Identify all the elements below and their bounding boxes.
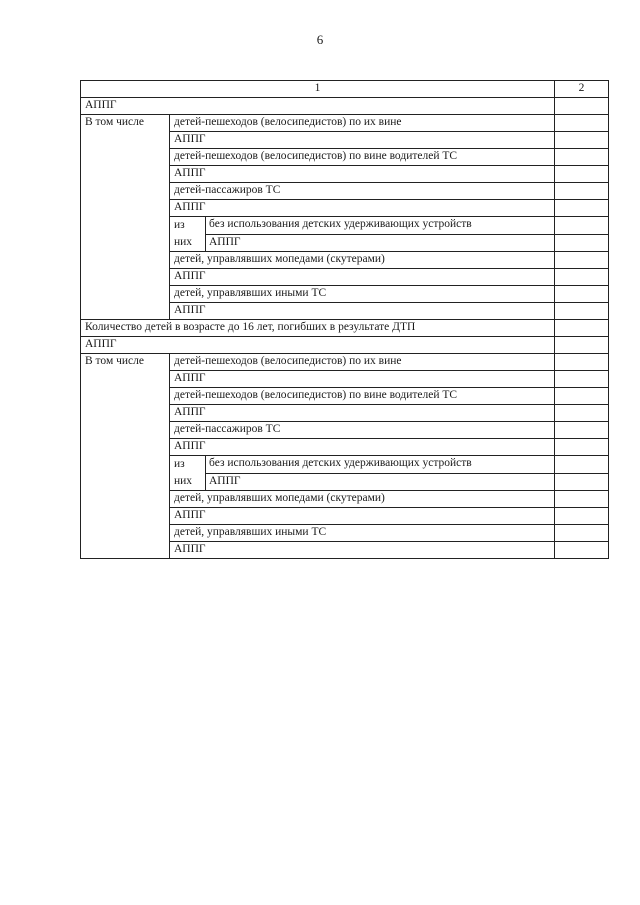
value-cell[interactable] bbox=[555, 508, 609, 525]
row-label: АППГ bbox=[170, 405, 555, 422]
value-cell[interactable] bbox=[555, 98, 609, 115]
value-cell[interactable] bbox=[555, 473, 609, 491]
value-cell[interactable] bbox=[555, 269, 609, 286]
row-label: детей-пешеходов (велосипедистов) по их вине bbox=[170, 115, 555, 132]
value-cell[interactable] bbox=[555, 337, 609, 354]
value-cell[interactable] bbox=[555, 166, 609, 183]
value-cell[interactable] bbox=[555, 439, 609, 456]
row-label: детей-пассажиров ТС bbox=[170, 422, 555, 439]
table-row bbox=[81, 337, 609, 354]
table-row bbox=[81, 98, 609, 115]
value-cell[interactable] bbox=[555, 286, 609, 303]
value-cell[interactable] bbox=[555, 422, 609, 439]
group-label: В том числе bbox=[81, 115, 170, 320]
table-row bbox=[81, 354, 609, 371]
row-label: детей-пешеходов (велосипедистов) по вине водителей ТС bbox=[170, 388, 555, 405]
value-cell[interactable] bbox=[555, 456, 609, 474]
row-label: АППГ bbox=[170, 508, 555, 525]
row-label: АППГ bbox=[170, 269, 555, 286]
section-title: Количество детей в возрасте до 16 лет, погибших в результате ДТП bbox=[81, 320, 555, 337]
row-label: детей, управлявших иными ТС bbox=[170, 286, 555, 303]
value-cell[interactable] bbox=[555, 320, 609, 337]
row-label: АППГ bbox=[170, 439, 555, 456]
report-table bbox=[80, 80, 609, 559]
row-label: детей-пешеходов (велосипедистов) по вине водителей ТС bbox=[170, 149, 555, 166]
row-label: АППГ bbox=[170, 303, 555, 320]
value-cell[interactable] bbox=[555, 234, 609, 252]
value-cell[interactable] bbox=[555, 252, 609, 269]
value-cell[interactable] bbox=[555, 200, 609, 217]
header-col2: 2 bbox=[555, 81, 609, 98]
value-cell[interactable] bbox=[555, 303, 609, 320]
group-label: В том числе bbox=[81, 354, 170, 559]
value-cell[interactable] bbox=[555, 405, 609, 422]
row-label: детей, управлявших мопедами (скутерами) bbox=[170, 252, 555, 269]
value-cell[interactable] bbox=[555, 115, 609, 132]
iz-nih-label: из них bbox=[170, 217, 206, 252]
value-cell[interactable] bbox=[555, 525, 609, 542]
value-cell[interactable] bbox=[555, 354, 609, 371]
row-label: детей-пассажиров ТС bbox=[170, 183, 555, 200]
row-label: АППГ bbox=[206, 473, 555, 491]
header-row bbox=[81, 81, 609, 98]
value-cell[interactable] bbox=[555, 217, 609, 235]
table-row bbox=[81, 115, 609, 132]
row-label: без использования детских удерживающих устройств bbox=[206, 217, 555, 235]
value-cell[interactable] bbox=[555, 183, 609, 200]
page-number: 6 bbox=[316, 32, 324, 47]
value-cell[interactable] bbox=[555, 542, 609, 559]
value-cell[interactable] bbox=[555, 371, 609, 388]
iz-nih-label: из них bbox=[170, 456, 206, 491]
row-label: АППГ bbox=[170, 542, 555, 559]
value-cell[interactable] bbox=[555, 491, 609, 508]
row-label: АППГ bbox=[81, 98, 555, 115]
value-cell[interactable] bbox=[555, 132, 609, 149]
header-col1: 1 bbox=[81, 81, 555, 98]
row-label: детей-пешеходов (велосипедистов) по их вине bbox=[170, 354, 555, 371]
value-cell[interactable] bbox=[555, 149, 609, 166]
row-label: АППГ bbox=[170, 132, 555, 149]
row-label: АППГ bbox=[170, 371, 555, 388]
row-label: АППГ bbox=[206, 234, 555, 252]
row-label: АППГ bbox=[81, 337, 555, 354]
table-row bbox=[81, 320, 609, 337]
value-cell[interactable] bbox=[555, 388, 609, 405]
row-label: детей, управлявших мопедами (скутерами) bbox=[170, 491, 555, 508]
row-label: без использования детских удерживающих устройств bbox=[206, 456, 555, 474]
row-label: детей, управлявших иными ТС bbox=[170, 525, 555, 542]
row-label: АППГ bbox=[170, 166, 555, 183]
row-label: АППГ bbox=[170, 200, 555, 217]
